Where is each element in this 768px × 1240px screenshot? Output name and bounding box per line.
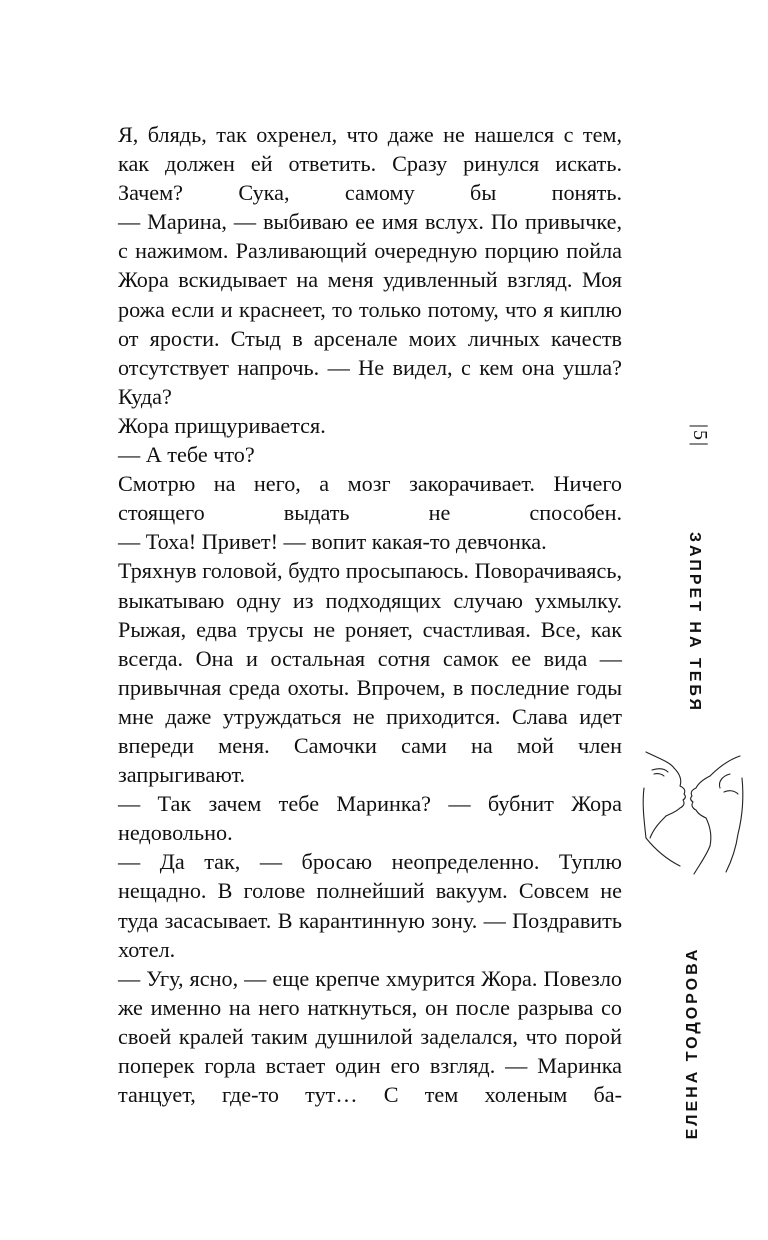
paragraph: Жора прищуривается. [118, 412, 326, 438]
running-title: ЗАПРЕТ НА ТЕБЯ [686, 532, 703, 714]
kissing-couple-icon [640, 748, 746, 878]
paragraph: Тряхнув головой, будто просыпаюсь. Поворачиваясь, выкатываю одну из подходящих случаю ухмылку. Рыжая, едва трусы не роняет, счастливая. Все, как всегда. Она и остальная сотня самок ее вида — привычная среда охоты. Впрочем, в последние годы мне даже утруждаться не приходится. Слава идет впереди меня. Самочки сами на мой член запрыгивают. [118, 558, 622, 788]
paragraph: Смотрю на него, а мозг закорачивает. Ничего стоящего выдать не способен. [118, 471, 622, 526]
body-text [118, 120, 622, 1109]
paragraph: — Да так, — бросаю неопределенно. Туплю нещадно. В голове полнейший вакуум. Совсем не туда засасывает. В карантинную зону. — Поздравить хотел. [118, 849, 622, 962]
paragraph: — Угу, ясно, — еще крепче хмурится Жора. Повезло же именно на него наткнуться, он после разрыва со своей кралей таким душнилой заделался, что порой поперек горла встает один его взгляд. — Маринка танцует, где-то тут… С тем холеным ба- [118, 965, 622, 1108]
page-number: |5| [689, 423, 711, 448]
paragraph: Я, блядь, так охренел, что даже не нашелся с тем, как должен ей ответить. Сразу ринулся искать. Зачем? Сука, самому бы понять. [118, 122, 622, 206]
author-name: ЕЛЕНА ТОДОРОВА [684, 946, 701, 1140]
paragraph: — Так зачем тебе Маринка? — бубнит Жора недовольно. [118, 791, 622, 846]
paragraph: — А тебе что? [118, 442, 255, 468]
paragraph: — Марина, — выбиваю ее имя вслух. По привычке, с нажимом. Разливающий очередную порцию пойла Жора вскидывает на меня удивленный взгляд. Моя рожа если и краснеет, то только потому, что я киплю от ярости. Стыд в арсенале моих личных качеств отсутствует напрочь. — Не видел, с кем она ушла? Куда? [118, 209, 622, 409]
paragraph: — Тоха! Привет! — вопит какая-то девчонка. [118, 529, 547, 555]
